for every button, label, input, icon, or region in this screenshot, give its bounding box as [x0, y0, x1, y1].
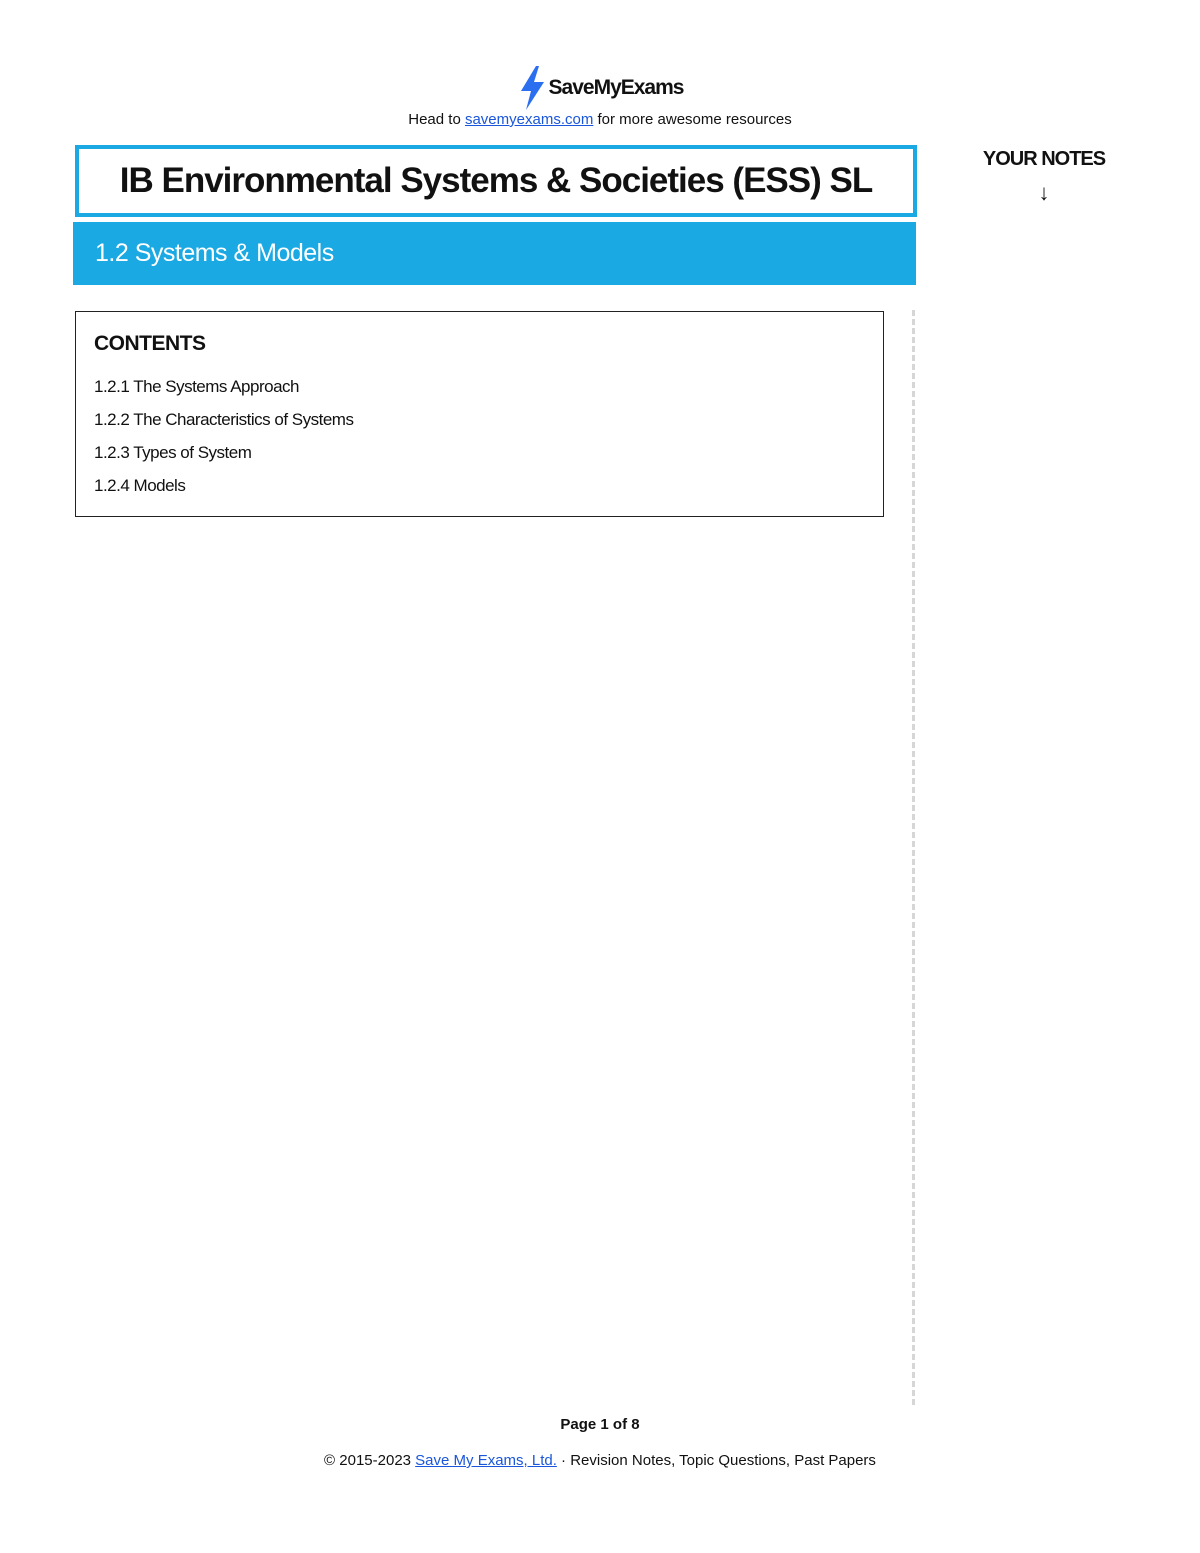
copyright-suffix: · Revision Notes, Topic Questions, Past Papers [556, 1452, 876, 1469]
document-title-box [75, 145, 917, 217]
notes-divider [912, 310, 915, 1405]
contents-item[interactable]: 1.2.1 The Systems Approach [94, 377, 299, 396]
down-arrow-icon: ↓ [1038, 180, 1050, 205]
contents-list [94, 370, 353, 502]
save-my-exams-link[interactable]: Save My Exams, Ltd. [415, 1452, 557, 1469]
document-title: IB Environmental Systems & Societies (ESS) SL [119, 161, 873, 200]
section-title: 1.2 Systems & Models [95, 239, 334, 267]
contents-item[interactable]: 1.2.2 The Characteristics of Systems [94, 410, 354, 429]
logo-text: SaveMyExams [548, 76, 684, 99]
savemyexams-link[interactable]: savemyexams.com [464, 111, 594, 128]
your-notes-label: YOUR NOTES [982, 148, 1106, 170]
page-number: Page 1 of 8 [560, 1416, 640, 1433]
contents-heading: CONTENTS [94, 332, 206, 355]
contents-item[interactable]: 1.2.4 Models [94, 476, 186, 495]
section-banner [73, 222, 916, 285]
tagline [0, 111, 1200, 128]
tagline-suffix: for more awesome resources [593, 111, 792, 128]
tagline-prefix: Head to [408, 111, 465, 128]
copyright-prefix: © 2015-2023 [324, 1452, 416, 1469]
footer [0, 1452, 1200, 1469]
contents-item[interactable]: 1.2.3 Types of System [94, 443, 252, 462]
contents-box [75, 311, 884, 517]
lightning-bolt-icon [517, 66, 547, 110]
logo[interactable] [0, 66, 1200, 110]
